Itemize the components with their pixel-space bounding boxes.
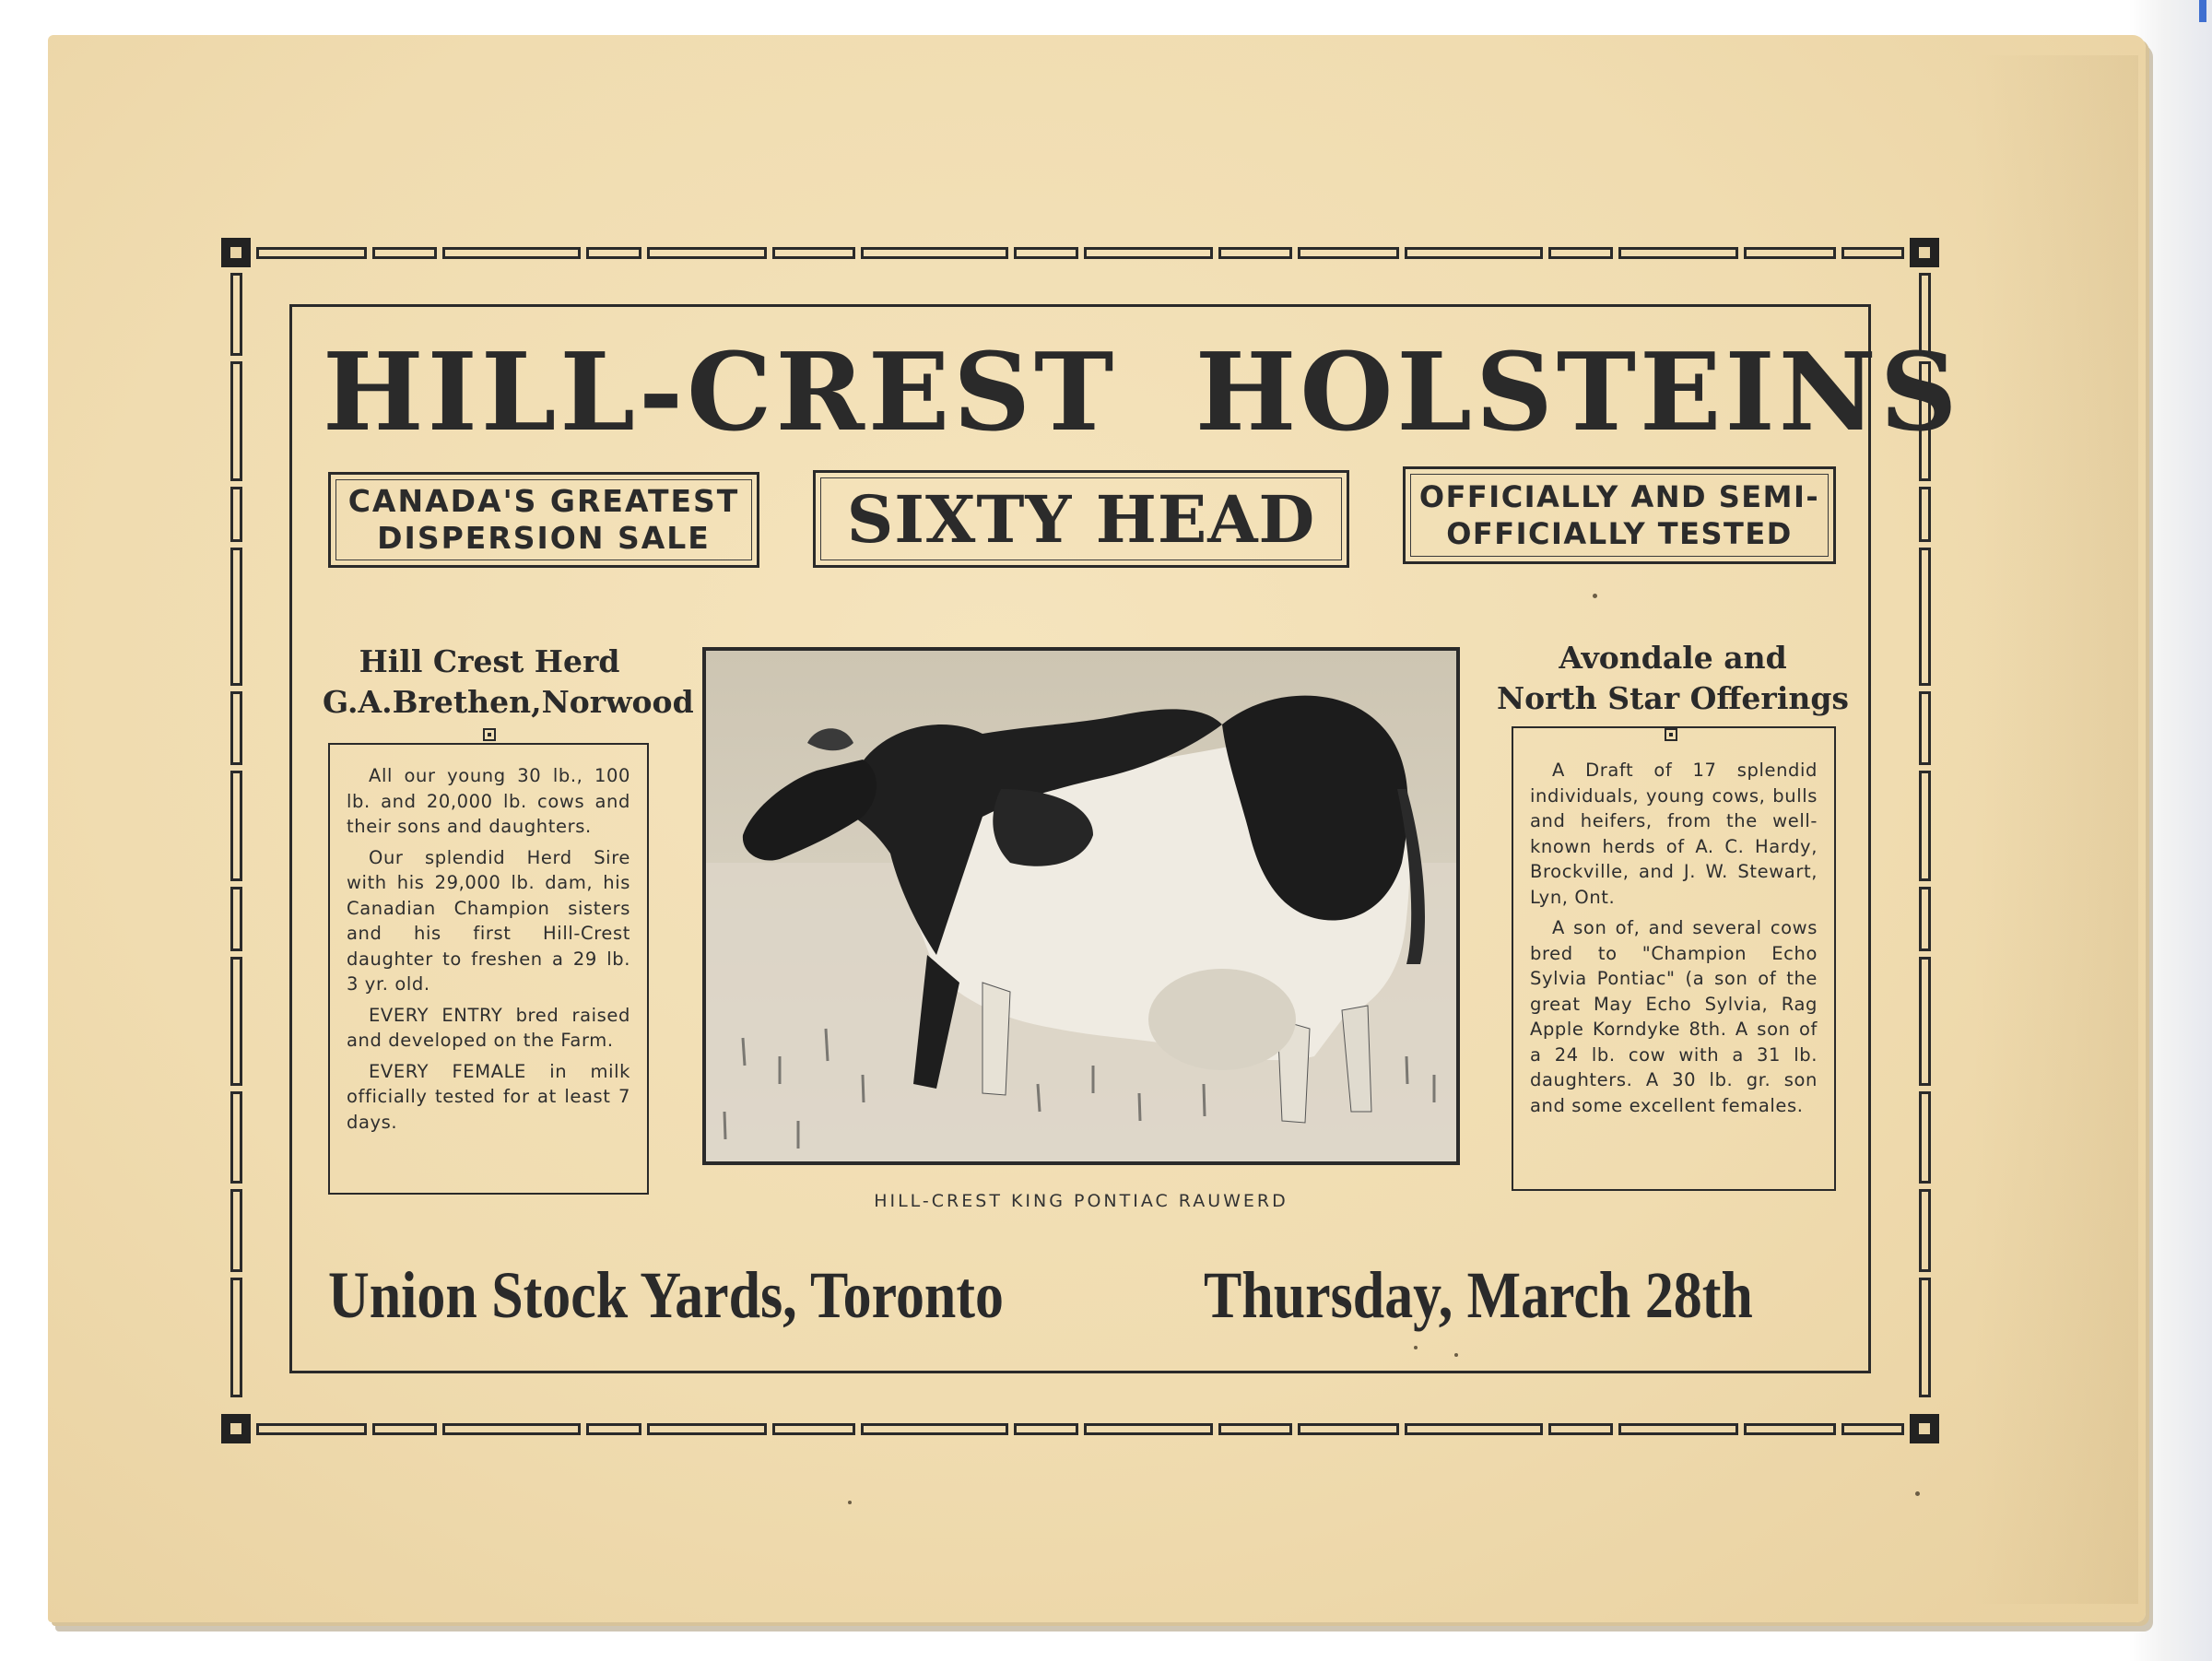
border-segment bbox=[230, 957, 242, 1086]
border-segment bbox=[230, 691, 242, 765]
border-segment bbox=[772, 1423, 855, 1435]
border-segment bbox=[1084, 247, 1213, 259]
ornament-square-icon bbox=[483, 728, 496, 741]
tag-line: OFFICIALLY TESTED bbox=[1446, 516, 1793, 551]
left-column-text bbox=[328, 743, 649, 1195]
border-segment bbox=[861, 1423, 1008, 1435]
corner-ornament bbox=[221, 238, 251, 267]
scanner-edge-mark bbox=[2199, 0, 2206, 22]
paper-speck bbox=[1915, 1491, 1920, 1496]
border-segment bbox=[1014, 1423, 1078, 1435]
border-segment bbox=[1841, 1423, 1904, 1435]
paper-speck bbox=[848, 1501, 852, 1504]
border-segment bbox=[1919, 487, 1931, 542]
sale-location: Union Stock Yards, Toronto bbox=[328, 1258, 1004, 1332]
paper-stain bbox=[1972, 55, 2138, 1604]
border-segment bbox=[256, 1423, 367, 1435]
heading-line: Hill Crest Herd bbox=[359, 643, 620, 679]
cow-photograph bbox=[702, 647, 1460, 1165]
border-segment bbox=[442, 247, 581, 259]
sale-date: Thursday, March 28th bbox=[1204, 1258, 1753, 1332]
border-segment bbox=[230, 887, 242, 951]
border-segment bbox=[1548, 1423, 1613, 1435]
main-title: HILL-CREST HOLSTEINS bbox=[323, 330, 1961, 455]
tag-line: CANADA'S GREATEST bbox=[347, 483, 740, 519]
border-segment bbox=[372, 247, 437, 259]
border-segment bbox=[1919, 1189, 1931, 1272]
corner-ornament bbox=[1910, 238, 1939, 267]
border-segment bbox=[1919, 1091, 1931, 1184]
paragraph: EVERY ENTRY bred raised and developed on the Farm. bbox=[347, 1004, 630, 1051]
photo-caption: HILL-CREST KING PONTIAC RAUWERD bbox=[874, 1191, 1288, 1211]
border-segment bbox=[230, 1091, 242, 1184]
border-segment bbox=[1405, 247, 1543, 259]
border-segment bbox=[1744, 1423, 1836, 1435]
border-segment bbox=[1218, 247, 1292, 259]
paragraph: All our young 30 lb., 100 lb. and 20,000 lb. cows and their sons and daughters. bbox=[347, 765, 630, 837]
heading-line: North Star Offerings bbox=[1496, 680, 1849, 716]
tag-line: DISPERSION SALE bbox=[377, 520, 711, 556]
border-segment bbox=[230, 771, 242, 881]
border-segment bbox=[1919, 771, 1931, 881]
paper-speck bbox=[1454, 1353, 1458, 1357]
tag-line: OFFICIALLY AND SEMI- bbox=[1418, 479, 1820, 514]
paragraph: A Draft of 17 splendid individuals, young cows, bulls and heifers, from the well-known herds of A. C. Hardy, Brockville, and J. W. Stewart, Lyn, Ont. bbox=[1530, 760, 1818, 908]
dispersion-sale-tag bbox=[328, 472, 759, 568]
heading-line: G.A.Brethen,Norwood bbox=[323, 684, 694, 720]
border-segment bbox=[230, 487, 242, 542]
border-segment bbox=[1919, 548, 1931, 686]
border-segment bbox=[586, 247, 641, 259]
border-segment bbox=[1298, 1423, 1399, 1435]
border-segment bbox=[1744, 247, 1836, 259]
border-segment bbox=[647, 247, 767, 259]
paragraph: Our splendid Herd Sire with his 29,000 lb. dam, his Canadian Champion sisters and his first Hill-Crest daughter to freshen a 29 lb. 3 yr. old. bbox=[347, 846, 630, 995]
right-column-heading bbox=[1493, 638, 1853, 719]
border-segment bbox=[1548, 247, 1613, 259]
border-segment bbox=[230, 361, 242, 481]
tag-line: SIXTY HEAD bbox=[846, 480, 1316, 558]
border-segment bbox=[230, 1189, 242, 1272]
border-segment bbox=[647, 1423, 767, 1435]
border-segment bbox=[586, 1423, 641, 1435]
border-segment bbox=[1084, 1423, 1213, 1435]
heading-line: Avondale and bbox=[1559, 640, 1787, 676]
right-column-text bbox=[1512, 726, 1836, 1191]
paragraph: A son of, and several cows bred to "Champion Echo Sylvia Pontiac" (a son of the great May Echo Sylvia, Rag Apple Korndyke 8th. A son of a 24 lb. cow with a 31 lb. daughters. A 30 lb. gr. son and some excellent females. bbox=[1530, 917, 1818, 1116]
officially-tested-tag bbox=[1403, 466, 1836, 564]
border-segment bbox=[230, 548, 242, 686]
corner-ornament bbox=[1910, 1414, 1939, 1443]
border-segment bbox=[1405, 1423, 1543, 1435]
border-segment bbox=[230, 273, 242, 356]
border-segment bbox=[442, 1423, 581, 1435]
border-segment bbox=[1919, 691, 1931, 765]
border-segment bbox=[1919, 1278, 1931, 1397]
holstein-cow-illustration bbox=[706, 651, 1456, 1161]
border-segment bbox=[1618, 1423, 1738, 1435]
border-segment bbox=[861, 247, 1008, 259]
border-segment bbox=[256, 247, 367, 259]
paper-speck bbox=[1593, 594, 1597, 598]
border-segment bbox=[230, 1278, 242, 1397]
border-segment bbox=[1014, 247, 1078, 259]
border-segment bbox=[1218, 1423, 1292, 1435]
border-segment bbox=[1841, 247, 1904, 259]
border-segment bbox=[1618, 247, 1738, 259]
border-segment bbox=[772, 247, 855, 259]
paper-speck bbox=[1414, 1346, 1418, 1349]
left-column-heading bbox=[323, 642, 694, 723]
border-segment bbox=[1298, 247, 1399, 259]
border-segment bbox=[1919, 887, 1931, 951]
corner-ornament bbox=[221, 1414, 251, 1443]
border-segment bbox=[1919, 957, 1931, 1086]
border-segment bbox=[372, 1423, 437, 1435]
paragraph: EVERY FEMALE in milk officially tested for at least 7 days. bbox=[347, 1060, 630, 1133]
sixty-head-tag bbox=[813, 470, 1349, 568]
